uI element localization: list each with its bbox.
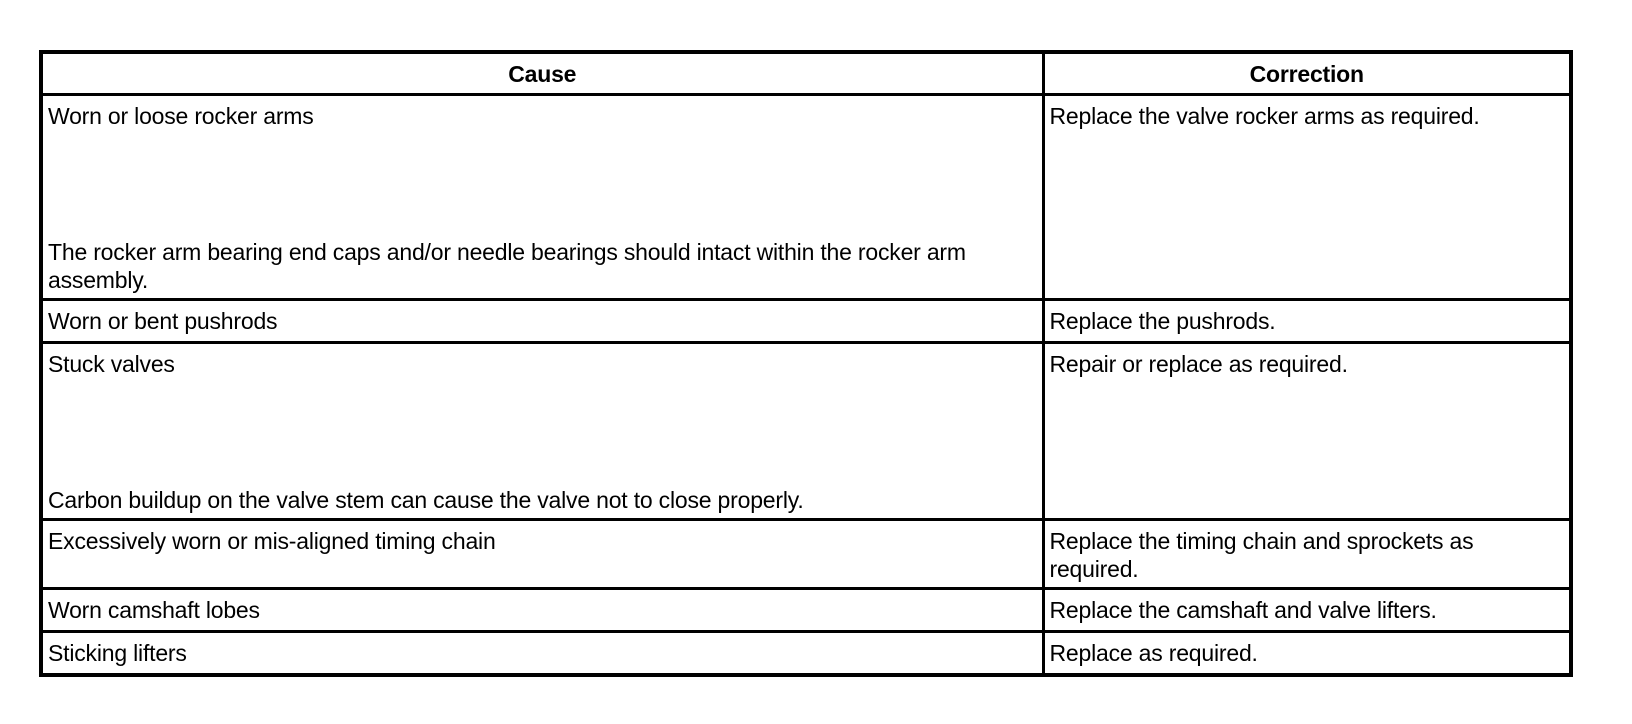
cell-spacer bbox=[48, 378, 1037, 486]
cause-text: Worn or loose rocker arms bbox=[48, 103, 314, 129]
correction-cell: Replace the timing chain and sprockets as required. bbox=[1043, 520, 1571, 589]
column-header-cause: Cause bbox=[41, 52, 1043, 95]
cause-note: The rocker arm bearing end caps and/or needle bearings should intact within the rocker arm assembly. bbox=[48, 239, 966, 293]
correction-cell: Replace as required. bbox=[1043, 632, 1571, 676]
cause-cell: Excessively worn or mis-aligned timing chain bbox=[41, 520, 1043, 589]
cause-correction-table bbox=[39, 50, 1573, 677]
table-row bbox=[41, 95, 1571, 300]
correction-cell: Repair or replace as required. bbox=[1043, 343, 1571, 520]
table-row bbox=[41, 520, 1571, 589]
table-row bbox=[41, 589, 1571, 632]
correction-cell: Replace the valve rocker arms as required. bbox=[1043, 95, 1571, 300]
cause-cell: Sticking lifters bbox=[41, 632, 1043, 676]
cell-spacer bbox=[48, 130, 1037, 238]
correction-cell: Replace the pushrods. bbox=[1043, 300, 1571, 343]
column-header-correction: Correction bbox=[1043, 52, 1571, 95]
cause-text: Stuck valves bbox=[48, 351, 175, 377]
table-header-row bbox=[41, 52, 1571, 95]
cause-cell: Worn or bent pushrods bbox=[41, 300, 1043, 343]
correction-cell: Replace the camshaft and valve lifters. bbox=[1043, 589, 1571, 632]
table-row bbox=[41, 343, 1571, 520]
cause-cell bbox=[41, 343, 1043, 520]
cause-cell: Worn camshaft lobes bbox=[41, 589, 1043, 632]
table-row bbox=[41, 300, 1571, 343]
table-row bbox=[41, 632, 1571, 676]
cause-note: Carbon buildup on the valve stem can cause the valve not to close properly. bbox=[48, 487, 804, 513]
cause-cell bbox=[41, 95, 1043, 300]
